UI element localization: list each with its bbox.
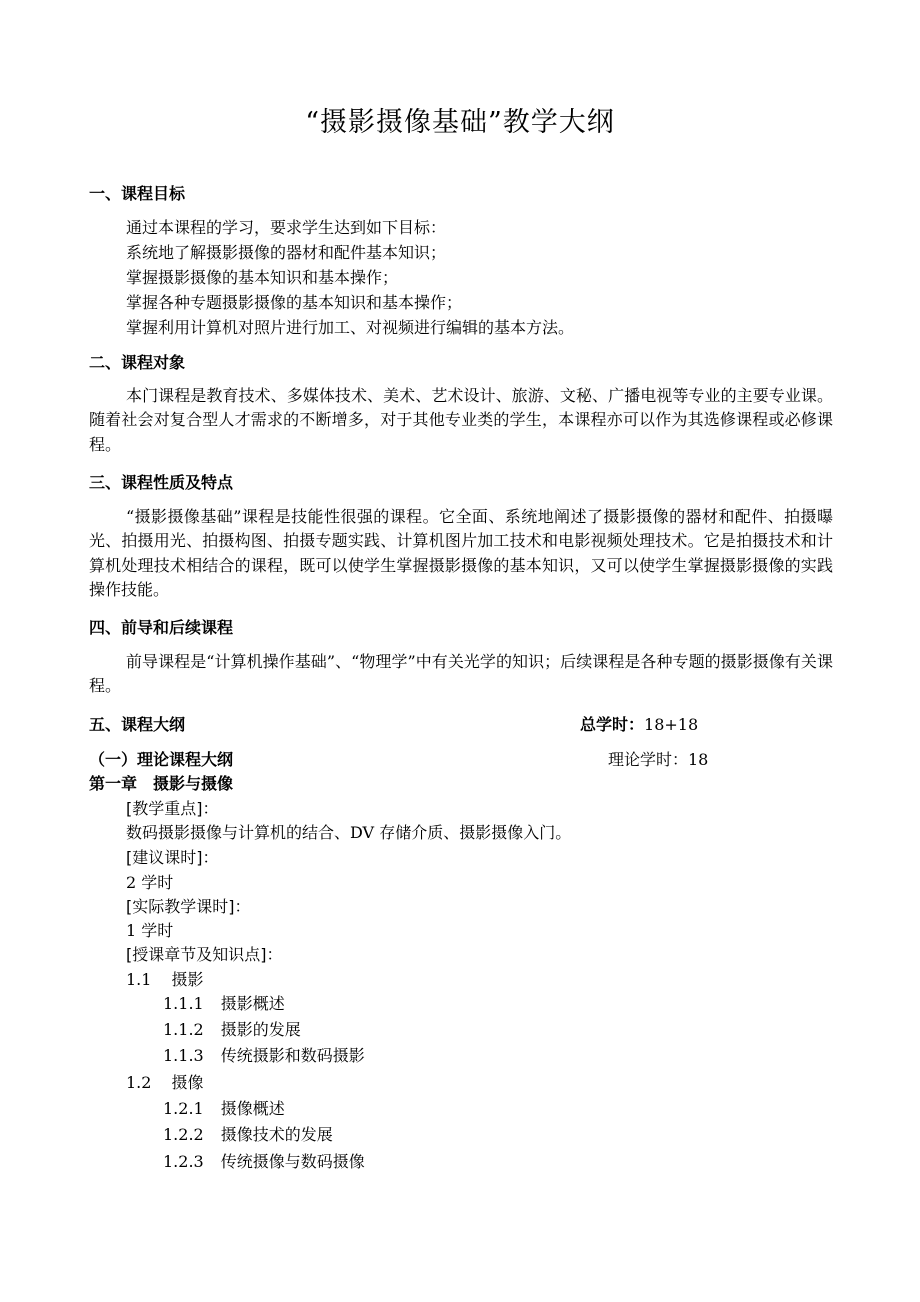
outline-title: 传统摄影和数码摄影 bbox=[220, 1046, 365, 1065]
document-title: “摄影摄像基础”教学大纲 bbox=[305, 107, 615, 138]
outline-number: 1.1 bbox=[126, 970, 152, 989]
total-hours-label: 总学时： bbox=[580, 715, 645, 734]
goal-line: 掌握各种专题摄影摄像的基本知识和基本操作； bbox=[126, 293, 463, 312]
outline-title: 摄影的发展 bbox=[220, 1020, 301, 1039]
outline-item bbox=[163, 1096, 285, 1119]
outline-number: 1.1.1 bbox=[163, 994, 204, 1013]
outline-title: 摄像技术的发展 bbox=[220, 1125, 333, 1144]
chapter-title: 第一章 摄影与摄像 bbox=[89, 774, 234, 793]
total-hours-value: 18+18 bbox=[644, 715, 699, 734]
prerequisites-paragraph: 前导课程是“计算机操作基础”、“物理学”中有关光学的知识；后续课程是各种专题的摄影摄像有关课程。 bbox=[89, 652, 833, 696]
outline-title: 摄像概述 bbox=[220, 1099, 285, 1118]
outline-item bbox=[163, 1149, 365, 1172]
section-heading-outline: 五、课程大纲 bbox=[89, 715, 186, 734]
suggested-hours-text: 2 学时 bbox=[126, 873, 174, 892]
section-heading-audience: 二、课程对象 bbox=[89, 353, 186, 372]
section-heading-prerequisites: 四、前导和后续课程 bbox=[89, 618, 234, 637]
knowledge-points-label: [授课章节及知识点]： bbox=[126, 945, 283, 964]
goal-line: 掌握利用计算机对照片进行加工、对视频进行编辑的基本方法。 bbox=[126, 318, 575, 337]
outline-item bbox=[163, 991, 285, 1014]
audience-paragraph: 本门课程是教育技术、多媒体技术、美术、艺术设计、旅游、文秘、广播电视等专业的主要专业课。随着社会对复合型人才需求的不断增多，对于其他专业类的学生，本课程亦可以作为其选修课程或必修课程。 bbox=[89, 386, 833, 454]
outline-number: 1.2.1 bbox=[163, 1099, 204, 1118]
outline-item bbox=[163, 1043, 365, 1066]
key-points-label: [教学重点]： bbox=[126, 799, 219, 818]
outline-number: 1.2 bbox=[126, 1073, 152, 1092]
nature-paragraph: “摄影摄像基础”课程是技能性很强的课程。它全面、系统地阐述了摄影摄像的器材和配件、拍摄曝光、拍摄用光、拍摄构图、拍摄专题实践、计算机图片加工技术和电影视频处理技术。它是拍摄技术和计算机处理技术相结合的课程，既可以使学生掌握摄影摄像的基本知识，又可以使学生掌握摄影摄像的实践操作技能。 bbox=[89, 507, 833, 599]
section-heading-nature: 三、课程性质及特点 bbox=[89, 473, 234, 492]
outline-number: 1.2.2 bbox=[163, 1125, 204, 1144]
outline-number: 1.1.2 bbox=[163, 1020, 204, 1039]
outline-item bbox=[163, 1017, 301, 1040]
outline-number: 1.1.3 bbox=[163, 1046, 204, 1065]
outline-title: 传统摄像与数码摄像 bbox=[220, 1152, 365, 1171]
outline-number: 1.2.3 bbox=[163, 1152, 204, 1171]
outline-item bbox=[126, 967, 203, 990]
outline-item bbox=[126, 1070, 203, 1093]
section-heading-goals: 一、课程目标 bbox=[89, 184, 186, 203]
theory-hours: 理论学时：18 bbox=[608, 750, 709, 769]
goal-line: 通过本课程的学习，要求学生达到如下目标： bbox=[126, 218, 447, 237]
theory-outline-heading: （一）理论课程大纲 bbox=[89, 750, 234, 769]
actual-hours-label: [实际教学课时]： bbox=[126, 897, 251, 916]
outline-title: 摄像 bbox=[171, 1073, 204, 1092]
total-hours bbox=[580, 712, 698, 735]
outline-title: 摄影 bbox=[171, 970, 204, 989]
key-points-text: 数码摄影摄像与计算机的结合、DV 存储介质、摄影摄像入门。 bbox=[126, 823, 572, 842]
goal-line: 系统地了解摄影摄像的器材和配件基本知识； bbox=[126, 243, 447, 262]
suggested-hours-label: [建议课时]： bbox=[126, 848, 219, 867]
outline-title: 摄影概述 bbox=[220, 994, 285, 1013]
outline-item bbox=[163, 1122, 333, 1145]
actual-hours-text: 1 学时 bbox=[126, 921, 174, 940]
goal-line: 掌握摄影摄像的基本知识和基本操作； bbox=[126, 268, 399, 287]
